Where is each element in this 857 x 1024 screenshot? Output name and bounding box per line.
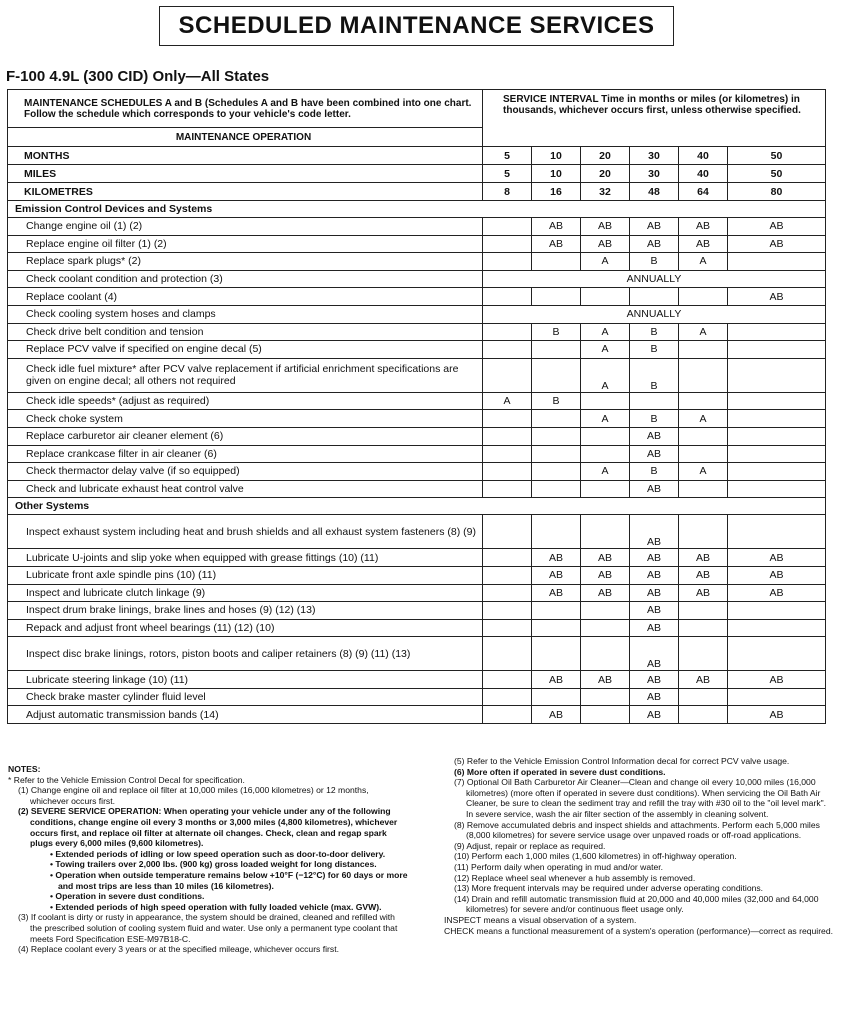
interval-cell: AB (630, 445, 679, 463)
interval-cell (483, 602, 532, 620)
interval-value: 40 (679, 147, 728, 165)
interval-cell (581, 480, 630, 498)
interval-value: 10 (532, 147, 581, 165)
interval-cell (679, 480, 728, 498)
interval-cell (581, 602, 630, 620)
note-item: (12) Replace wheel seal whenever a hub assembly is removed. (454, 872, 696, 883)
interval-cell (581, 619, 630, 637)
interval-cell (679, 445, 728, 463)
notes-right-body (444, 756, 834, 936)
interval-cell: AB (630, 584, 679, 602)
interval-cell: B (630, 358, 679, 392)
interval-cell (630, 392, 679, 410)
table-row (8, 392, 826, 410)
interval-cell (532, 410, 581, 428)
interval-cell (728, 480, 826, 498)
interval-cell: AB (581, 584, 630, 602)
interval-value: 20 (581, 147, 630, 165)
operation-label: Check brake master cylinder fluid level (8, 688, 483, 706)
page-subtitle: F-100 4.9L (300 CID) Only—All States (6, 68, 270, 85)
interval-value: 5 (483, 165, 532, 183)
section-title: Emission Control Devices and Systems (8, 201, 826, 218)
interval-cell: AB (679, 671, 728, 689)
maintenance-table-body (8, 90, 826, 724)
interval-row (8, 165, 826, 183)
interval-value: 64 (679, 183, 728, 201)
note-item: (4) Replace coolant every 3 years or at the specified mileage, whichever occurs first. (18, 944, 339, 955)
interval-cell: A (581, 410, 630, 428)
interval-cell (728, 253, 826, 271)
notes-right (444, 756, 834, 936)
interval-cell (581, 445, 630, 463)
interval-cell (581, 288, 630, 306)
interval-cell (728, 392, 826, 410)
interval-cell: AB (581, 566, 630, 584)
interval-cell (483, 549, 532, 567)
note-item: (6) More often if operated in severe dust conditions. (454, 766, 666, 777)
interval-cell (728, 341, 826, 359)
interval-value: 5 (483, 147, 532, 165)
interval-cell: B (630, 410, 679, 428)
interval-cell (532, 602, 581, 620)
interval-cell (483, 463, 532, 481)
interval-cell: AB (532, 584, 581, 602)
interval-cell (679, 688, 728, 706)
table-row (8, 619, 826, 637)
interval-cell (483, 515, 532, 549)
interval-cell (679, 288, 728, 306)
interval-cell: AB (728, 566, 826, 584)
note-item: (5) Refer to the Vehicle Emission Control Information decal for correct PCV valve usage. (454, 756, 790, 766)
table-row (8, 463, 826, 481)
interval-cell (679, 427, 728, 445)
interval-cell (728, 410, 826, 428)
interval-cell: AB (630, 427, 679, 445)
table-row (8, 549, 826, 567)
interval-cell (581, 637, 630, 671)
table-row (8, 305, 826, 323)
interval-cell: AB (630, 706, 679, 724)
interval-cell (532, 463, 581, 481)
table-row (8, 584, 826, 602)
interval-value: 16 (532, 183, 581, 201)
table-row (8, 427, 826, 445)
table-row (8, 445, 826, 463)
interval-cell: A (581, 323, 630, 341)
note-item: (13) More frequent intervals may be required under adverse operating conditions. (454, 883, 764, 894)
interval-cell: AB (630, 480, 679, 498)
interval-cell: AB (728, 671, 826, 689)
note-item: CHECK means a functional measurement of a system's operation (performance)—correct as required. (444, 925, 834, 936)
interval-cell (532, 515, 581, 549)
note-item: * Refer to the Vehicle Emission Control Decal for specification. (8, 774, 245, 785)
operation-label: Inspect drum brake linings, brake lines and hoses (9) (12) (13) (8, 602, 483, 620)
operation-label: Adjust automatic transmission bands (14) (8, 706, 483, 724)
operation-label: Check drive belt condition and tension (8, 323, 483, 341)
interval-cell (532, 253, 581, 271)
interval-cell: B (630, 341, 679, 359)
interval-label: MILES (8, 165, 483, 183)
interval-cell (532, 445, 581, 463)
header-right: SERVICE INTERVAL Time in months or miles (or kilometres) in thousands, whichever occurs first, unless otherwise specified. (483, 90, 826, 147)
interval-cell (532, 637, 581, 671)
interval-cell (532, 341, 581, 359)
operation-label: Replace spark plugs* (2) (8, 253, 483, 271)
table-row (8, 566, 826, 584)
interval-cell (483, 688, 532, 706)
table-row (8, 637, 826, 671)
operation-label: Inspect and lubricate clutch linkage (9) (8, 584, 483, 602)
interval-cell: AB (679, 218, 728, 236)
interval-cell: B (630, 253, 679, 271)
interval-cell: AB (532, 235, 581, 253)
interval-cell: B (630, 463, 679, 481)
note-item: (1) Change engine oil and replace oil filter at 10,000 miles (16,000 kilometres) or 12 months, whichever occurs first. (18, 785, 369, 806)
interval-cell: AB (728, 288, 826, 306)
operation-label: Replace crankcase filter in air cleaner (6) (8, 445, 483, 463)
interval-label: MONTHS (8, 147, 483, 165)
interval-cell (679, 515, 728, 549)
header-left-sub: MAINTENANCE OPERATION (8, 128, 483, 147)
interval-cell: AB (630, 688, 679, 706)
interval-cell (581, 688, 630, 706)
interval-value: 50 (728, 165, 826, 183)
interval-cell (483, 445, 532, 463)
interval-cell: AB (728, 549, 826, 567)
interval-cell (483, 253, 532, 271)
interval-cell: A (679, 463, 728, 481)
interval-cell (483, 288, 532, 306)
operation-label: Check cooling system hoses and clamps (8, 305, 483, 323)
interval-value: 20 (581, 165, 630, 183)
interval-cell: AB (581, 235, 630, 253)
table-row (8, 515, 826, 549)
interval-cell: A (679, 410, 728, 428)
notes-left (8, 764, 408, 955)
interval-cell (728, 463, 826, 481)
interval-cell (581, 515, 630, 549)
operation-label: Check and lubricate exhaust heat control valve (8, 480, 483, 498)
interval-cell: B (532, 323, 581, 341)
interval-cell: A (581, 463, 630, 481)
interval-cell (728, 445, 826, 463)
interval-cell (483, 706, 532, 724)
annually-cell: ANNUALLY (483, 305, 826, 323)
interval-cell (532, 480, 581, 498)
page-title: SCHEDULED MAINTENANCE SERVICES (178, 12, 655, 39)
interval-cell (532, 427, 581, 445)
note-item: (11) Perform daily when operating in mud and/or water. (454, 861, 664, 872)
table-row (8, 235, 826, 253)
operation-label: Check choke system (8, 410, 483, 428)
header-left-text: MAINTENANCE SCHEDULES A and B (Schedules A and B have been combined into one chart. Follow the schedule which corresponds to your vehicle's code letter. (24, 97, 472, 120)
table-row (8, 218, 826, 236)
interval-cell (728, 688, 826, 706)
interval-cell: AB (679, 566, 728, 584)
note-item: (2) SEVERE SERVICE OPERATION: When operating your vehicle under any of the following conditions, change engine oil every 3 months or 3,000 miles (4,800 kilometres), whichever occurs first, and replace oil filter at alternate oil changes. Check, clean and regap spark plugs every 6,000 miles (9,600 kilometres). (18, 806, 398, 849)
interval-cell: AB (630, 566, 679, 584)
note-item: • Extended periods of idling or low speed operation such as door-to-door delivery. (50, 848, 386, 859)
operation-label: Check thermactor delay valve (if so equipped) (8, 463, 483, 481)
interval-value: 50 (728, 147, 826, 165)
interval-cell: A (581, 358, 630, 392)
operation-label: Inspect exhaust system including heat and brush shields and all exhaust system fasteners (8) (9) (8, 515, 483, 549)
interval-cell: AB (630, 619, 679, 637)
table-row (8, 410, 826, 428)
operation-label: Lubricate steering linkage (10) (11) (8, 671, 483, 689)
interval-cell: AB (728, 235, 826, 253)
table-row (8, 323, 826, 341)
interval-cell: AB (532, 706, 581, 724)
interval-cell (679, 637, 728, 671)
note-item: INSPECT means a visual observation of a system. (444, 914, 637, 925)
interval-cell (483, 566, 532, 584)
interval-cell: AB (728, 584, 826, 602)
operation-label: Inspect disc brake linings, rotors, piston boots and caliper retainers (8) (9) (11) (13) (8, 637, 483, 671)
interval-cell (483, 427, 532, 445)
operation-label: Change engine oil (1) (2) (8, 218, 483, 236)
interval-cell: AB (728, 706, 826, 724)
interval-cell: AB (630, 602, 679, 620)
interval-cell (728, 619, 826, 637)
operation-label: Lubricate U-joints and slip yoke when equipped with grease fittings (10) (11) (8, 549, 483, 567)
interval-cell (728, 602, 826, 620)
interval-cell (483, 358, 532, 392)
interval-cell (532, 288, 581, 306)
table-row (8, 706, 826, 724)
interval-cell (679, 706, 728, 724)
interval-cell (483, 619, 532, 637)
interval-cell (679, 392, 728, 410)
interval-value: 32 (581, 183, 630, 201)
interval-cell (483, 218, 532, 236)
interval-cell (581, 392, 630, 410)
table-row (8, 602, 826, 620)
interval-cell (483, 235, 532, 253)
interval-cell (728, 637, 826, 671)
operation-label: Check idle speeds* (adjust as required) (8, 392, 483, 410)
header-left (8, 90, 483, 128)
interval-cell (581, 706, 630, 724)
note-item: (7) Optional Oil Bath Carburetor Air Cleaner—Clean and change oil every 10,000 miles (16,000 kilometres) (more often if operated in severe dust conditions). When servicing the Oil Bath Air Cleaner, be sure to clean the sediment tray and refill the tray with #30 oil to the "oil level mark". In severe service, wash the air filter section of the assembly in cleaning solvent. (454, 777, 827, 819)
interval-value: 48 (630, 183, 679, 201)
interval-cell: AB (630, 515, 679, 549)
interval-cell (679, 602, 728, 620)
interval-cell (532, 619, 581, 637)
interval-cell: AB (630, 637, 679, 671)
note-item: • Operation when outside temperature remains below +10°F (−12°C) for 60 days or more and most trips are less than 10 miles (16 kilometres). (50, 869, 408, 891)
interval-cell: A (679, 253, 728, 271)
interval-cell: A (581, 253, 630, 271)
table-row (8, 480, 826, 498)
interval-cell: AB (728, 218, 826, 236)
interval-row (8, 183, 826, 201)
interval-cell: AB (581, 671, 630, 689)
interval-cell (483, 480, 532, 498)
interval-cell (728, 323, 826, 341)
operation-label: Check coolant condition and protection (3) (8, 270, 483, 288)
interval-value: 80 (728, 183, 826, 201)
interval-cell (630, 288, 679, 306)
note-item: • Towing trailers over 2,000 lbs. (900 kg) gross loaded weight for long distances. (50, 859, 377, 870)
operation-label: Replace coolant (4) (8, 288, 483, 306)
interval-cell: AB (630, 671, 679, 689)
table-row (8, 341, 826, 359)
interval-cell: B (532, 392, 581, 410)
interval-cell: AB (581, 549, 630, 567)
interval-cell: AB (630, 235, 679, 253)
note-item: (14) Drain and refill automatic transmission fluid at 20,000 and 40,000 miles (32,000 and 64,000 kilometres) for severe and/or continuous fleet usage only. (454, 893, 819, 915)
operation-label: Replace PCV valve if specified on engine decal (5) (8, 341, 483, 359)
interval-cell (532, 688, 581, 706)
operation-label: Check idle fuel mixture* after PCV valve replacement if artificial enrichment specifications are given on engine decal; all others not required (8, 358, 483, 392)
table-row (8, 288, 826, 306)
note-item: • Extended periods of high speed operation with fully loaded vehicle (max. GVW). (50, 901, 382, 912)
interval-cell (679, 341, 728, 359)
interval-cell: AB (679, 584, 728, 602)
table-row (8, 358, 826, 392)
interval-cell (483, 410, 532, 428)
section-title: Other Systems (8, 498, 826, 515)
operation-label: Repack and adjust front wheel bearings (11) (12) (10) (8, 619, 483, 637)
note-item: (8) Remove accumulated debris and inspect shields and attachments. Perform each 5,000 miles (8,000 kilometres) for severe service usage over unpaved roads or off-road applications. (454, 819, 820, 841)
interval-cell (532, 358, 581, 392)
interval-cell: A (679, 323, 728, 341)
interval-cell (728, 358, 826, 392)
table-row (8, 270, 826, 288)
interval-value: 10 (532, 165, 581, 183)
operation-label: Lubricate front axle spindle pins (10) (11) (8, 566, 483, 584)
interval-cell (581, 427, 630, 445)
interval-cell (483, 637, 532, 671)
interval-cell (728, 515, 826, 549)
interval-cell: A (581, 341, 630, 359)
section-row (8, 201, 826, 218)
note-item: (10) Perform each 1,000 miles (1,600 kilometres) in off-highway operation. (454, 851, 737, 862)
table-row (8, 688, 826, 706)
title-box (159, 6, 674, 46)
section-row (8, 498, 826, 515)
note-item: • Operation in severe dust conditions. (50, 891, 205, 902)
interval-cell: AB (630, 549, 679, 567)
interval-cell: AB (532, 671, 581, 689)
interval-cell (483, 584, 532, 602)
interval-cell: AB (532, 549, 581, 567)
annually-cell: ANNUALLY (483, 270, 826, 288)
interval-cell (679, 619, 728, 637)
operation-label: Replace engine oil filter (1) (2) (8, 235, 483, 253)
interval-cell: B (630, 323, 679, 341)
interval-cell: AB (581, 218, 630, 236)
interval-cell: AB (532, 566, 581, 584)
interval-row (8, 147, 826, 165)
interval-cell: AB (679, 549, 728, 567)
interval-cell (483, 323, 532, 341)
note-item: (3) If coolant is dirty or rusty in appearance, the system should be drained, cleaned and refilled with the prescribed solution of cooling system fluid and water. Use only a permanent type coolant that meets Ford Specification ESE-M97B18-C. (18, 912, 398, 944)
interval-cell (483, 341, 532, 359)
interval-cell (483, 671, 532, 689)
interval-cell: AB (532, 218, 581, 236)
table-row (8, 253, 826, 271)
interval-cell (679, 358, 728, 392)
interval-cell (728, 427, 826, 445)
notes-left-body (8, 775, 408, 955)
interval-value: 8 (483, 183, 532, 201)
interval-cell: AB (679, 235, 728, 253)
operation-label: Replace carburetor air cleaner element (6) (8, 427, 483, 445)
interval-cell: AB (630, 218, 679, 236)
interval-value: 30 (630, 147, 679, 165)
interval-value: 40 (679, 165, 728, 183)
notes-heading: NOTES: (8, 764, 41, 774)
table-row (8, 671, 826, 689)
interval-label: KILOMETRES (8, 183, 483, 201)
note-item: (9) Adjust, repair or replace as required. (454, 840, 606, 851)
interval-value: 30 (630, 165, 679, 183)
maintenance-table (7, 89, 826, 724)
interval-cell: A (483, 392, 532, 410)
